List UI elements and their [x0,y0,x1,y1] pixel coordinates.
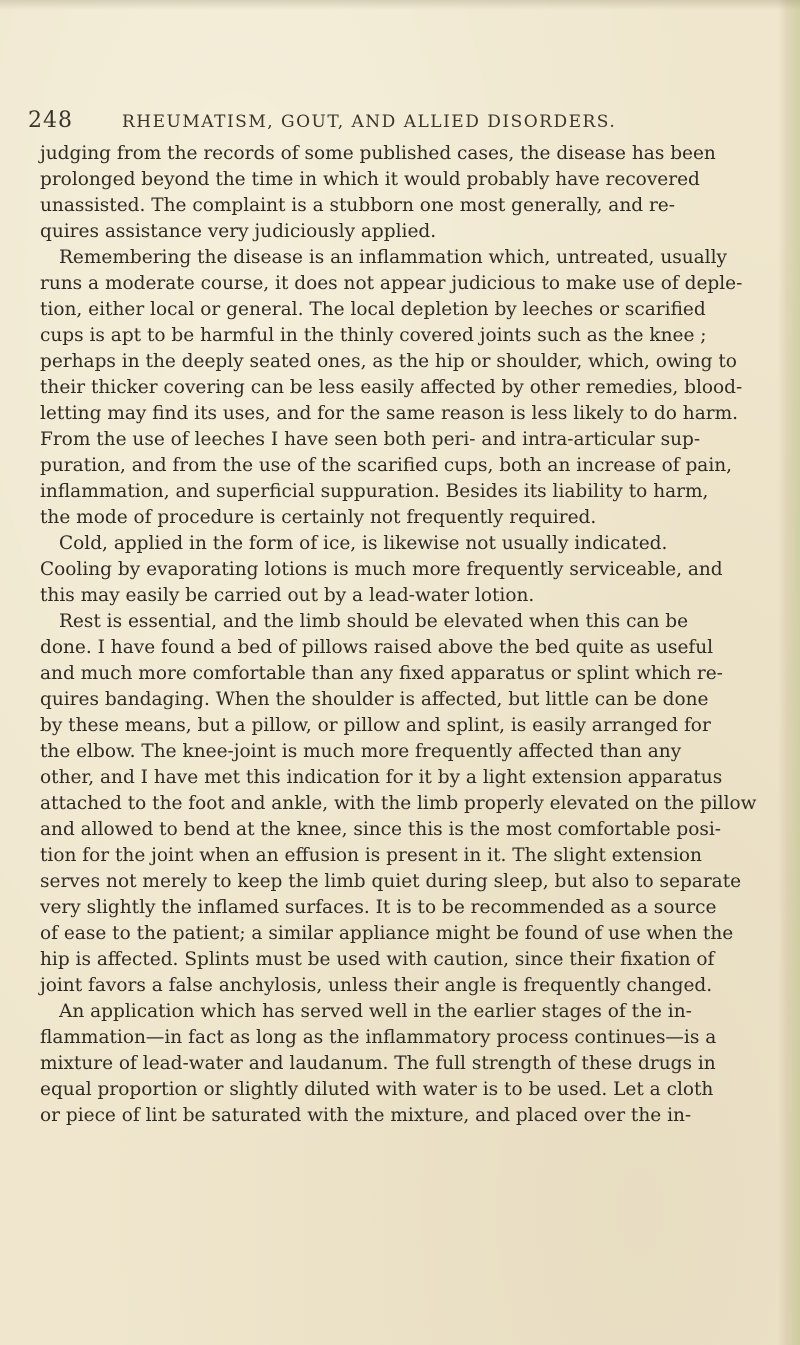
text-line: their thicker covering can be less easily affected by other remedies, blood- [40,377,743,398]
text-line: attached to the foot and ankle, with the limb properly elevated on the pillow [40,793,757,814]
page-top-shadow [0,0,800,10]
text-line: An application which has served well in the earlier stages of the in- [59,1001,692,1022]
text-line: prolonged beyond the time in which it would probably have recovered [40,169,700,190]
text-line: quires assistance very judiciously applied. [40,221,437,242]
text-line: letting may find its uses, and for the same reason is less likely to do harm. [40,403,738,424]
text-line: tion for the joint when an effusion is present in it. The slight extension [40,845,702,866]
page-number: 248 [28,108,73,133]
text-line: unassisted. The complaint is a stubborn one most generally, and re- [40,195,676,216]
text-line: or piece of lint be saturated with the mixture, and placed over the in- [40,1105,692,1126]
text-line: Remembering the disease is an inflammation which, untreated, usually [59,247,727,268]
text-line: and much more comfortable than any fixed apparatus or splint which re- [40,663,723,684]
running-head: RHEUMATISM, GOUT, AND ALLIED DISORDERS. [122,112,617,132]
text-line: the elbow. The knee-joint is much more frequently affected than any [40,741,682,762]
text-line: cups is apt to be harmful in the thinly covered joints such as the knee ; [40,325,707,346]
text-line: judging from the records of some published cases, the disease has been [40,143,716,164]
text-line: Rest is essential, and the limb should be elevated when this can be [59,611,689,632]
text-line: runs a moderate course, it does not appear judicious to make use of deple- [40,273,743,294]
text-line: quires bandaging. When the shoulder is affected, but little can be done [40,689,709,710]
text-line: this may easily be carried out by a lead-water lotion. [40,585,535,606]
text-line: Cooling by evaporating lotions is much more frequently serviceable, and [40,559,723,580]
text-line: mixture of lead-water and laudanum. The full strength of these drugs in [40,1053,716,1074]
text-line: very slightly the inflamed surfaces. It is to be recommended as a source [40,897,717,918]
text-line: flammation—in fact as long as the inflammatory process continues—is a [40,1027,717,1048]
text-line: hip is affected. Splints must be used with caution, since their fixation of [40,949,715,970]
text-line: From the use of leeches I have seen both peri- and intra-articular sup- [40,429,701,450]
text-line: Cold, applied in the form of ice, is likewise not usually indicated. [59,533,668,554]
text-line: the mode of procedure is certainly not frequently required. [40,507,597,528]
text-line: serves not merely to keep the limb quiet during sleep, but also to separate [40,871,742,892]
page-edge-shadow [778,0,800,1345]
page-header [0,108,800,138]
text-line: equal proportion or slightly diluted with water is to be used. Let a cloth [40,1079,714,1100]
text-line: of ease to the patient; a similar appliance might be found of use when the [40,923,734,944]
text-line: other, and I have met this indication for it by a light extension apparatus [40,767,723,788]
text-line: inflammation, and superficial suppuration. Besides its liability to harm, [40,481,709,502]
text-line: joint favors a false anchylosis, unless their angle is frequently changed. [40,975,713,996]
text-line: done. I have found a bed of pillows raised above the bed quite as useful [40,637,714,658]
text-line: perhaps in the deeply seated ones, as the hip or shoulder, which, owing to [40,351,737,372]
text-line: and allowed to bend at the knee, since this is the most comfortable posi- [40,819,722,840]
text-line: puration, and from the use of the scarified cups, both an increase of pain, [40,455,733,476]
text-line: by these means, but a pillow, or pillow and splint, is easily arranged for [40,715,711,736]
text-line: tion, either local or general. The local depletion by leeches or scarified [40,299,706,320]
